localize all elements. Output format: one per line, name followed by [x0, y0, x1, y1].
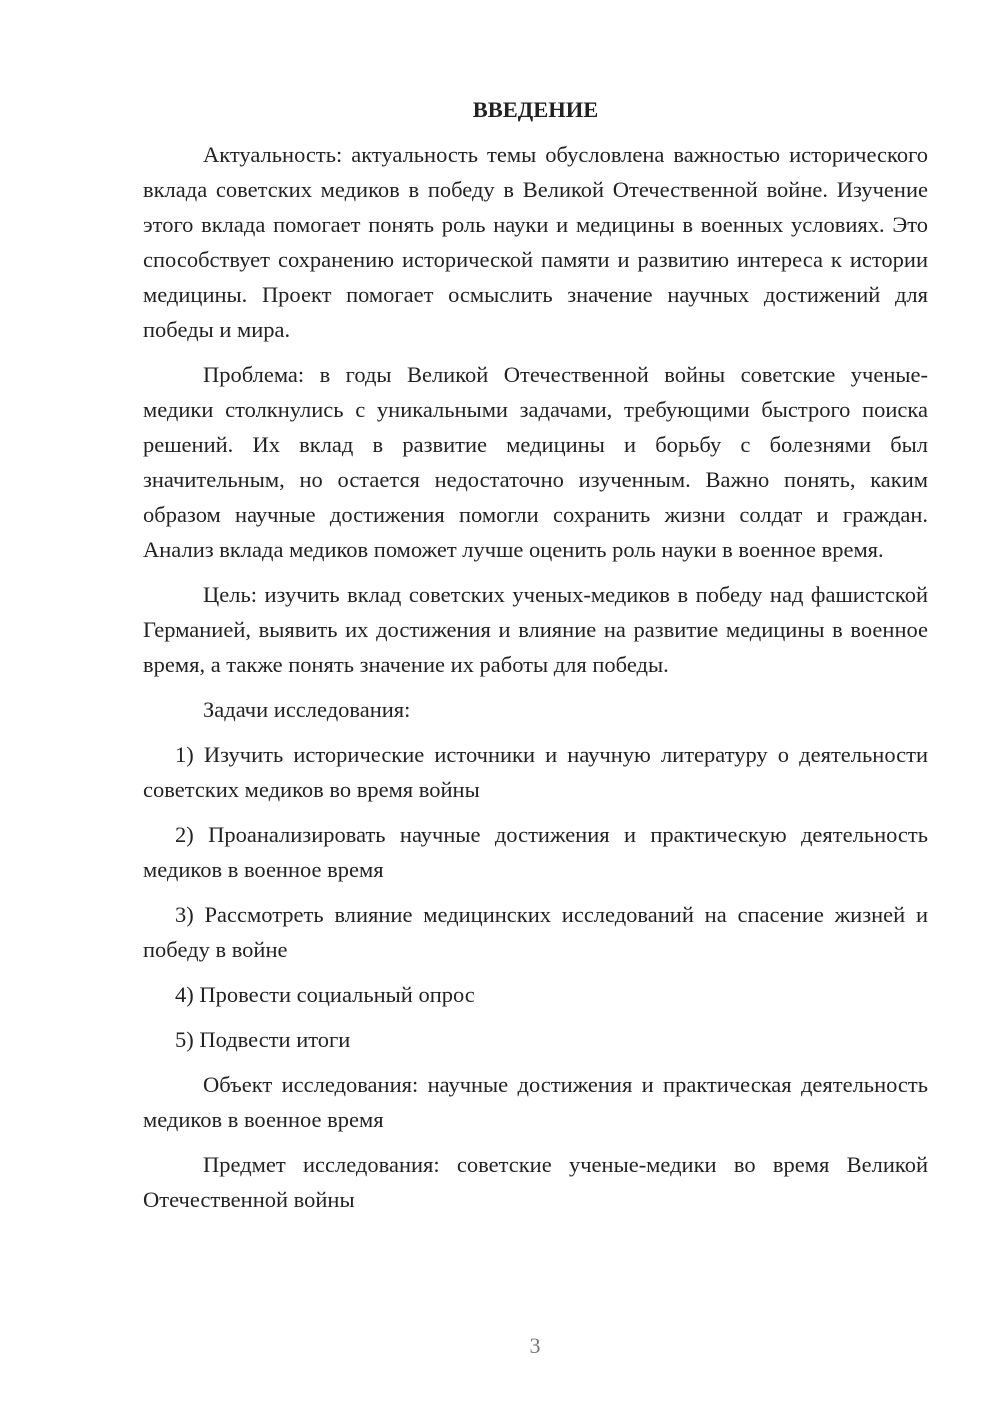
object-paragraph: Объект исследования: научные достижения и практическая деятельность медиков в военное время [143, 1072, 928, 1132]
relevance-paragraph: Актуальность: актуальность темы обусловлена важностью исторического вклада советских медиков в победу в Великой Отечественной войне. Изучение этого вклада помогает понять роль науки и медицины в военных условиях. Это способствует сохранению исторической памяти и развитию интереса к истории медицины. Проект помогает осмыслить значение научных достижений для победы и мира. [143, 142, 928, 342]
task-item-2: 2) Проанализировать научные достижения и практическую деятельность медиков в военное время [143, 822, 928, 882]
goal-paragraph: Цель: изучить вклад советских ученых-медиков в победу над фашистской Германией, выявить их достижения и влияние на развитие медицины в военное время, а также понять значение их работы для победы. [143, 582, 928, 677]
task-item-3: 3) Рассмотреть влияние медицинских исследований на спасение жизней и победу в войне [143, 902, 928, 962]
tasks-heading: Задачи исследования: [203, 697, 411, 722]
task-item-5: 5) Подвести итоги [175, 1027, 351, 1052]
task-item-4: 4) Провести социальный опрос [175, 982, 475, 1007]
page-title: ВВЕДЕНИЕ [472, 97, 599, 122]
document-page [143, 92, 928, 1217]
page-number: 3 [529, 1333, 541, 1358]
task-item-1: 1) Изучить исторические источники и научную литературу о деятельности советских медиков во время войны [143, 742, 928, 802]
problem-paragraph: Проблема: в годы Великой Отечественной войны советские ученые-медики столкнулись с уникальными задачами, требующими быстрого поиска решений. Их вклад в развитие медицины и борьбу с болезнями был значительным, но остается недостаточно изученным. Важно понять, каким образом научные достижения помогли сохранить жизни солдат и граждан. Анализ вклада медиков поможет лучше оценить роль науки в военное время. [143, 362, 928, 562]
subject-paragraph: Предмет исследования: советские ученые-медики во время Великой Отечественной войны [143, 1152, 928, 1212]
